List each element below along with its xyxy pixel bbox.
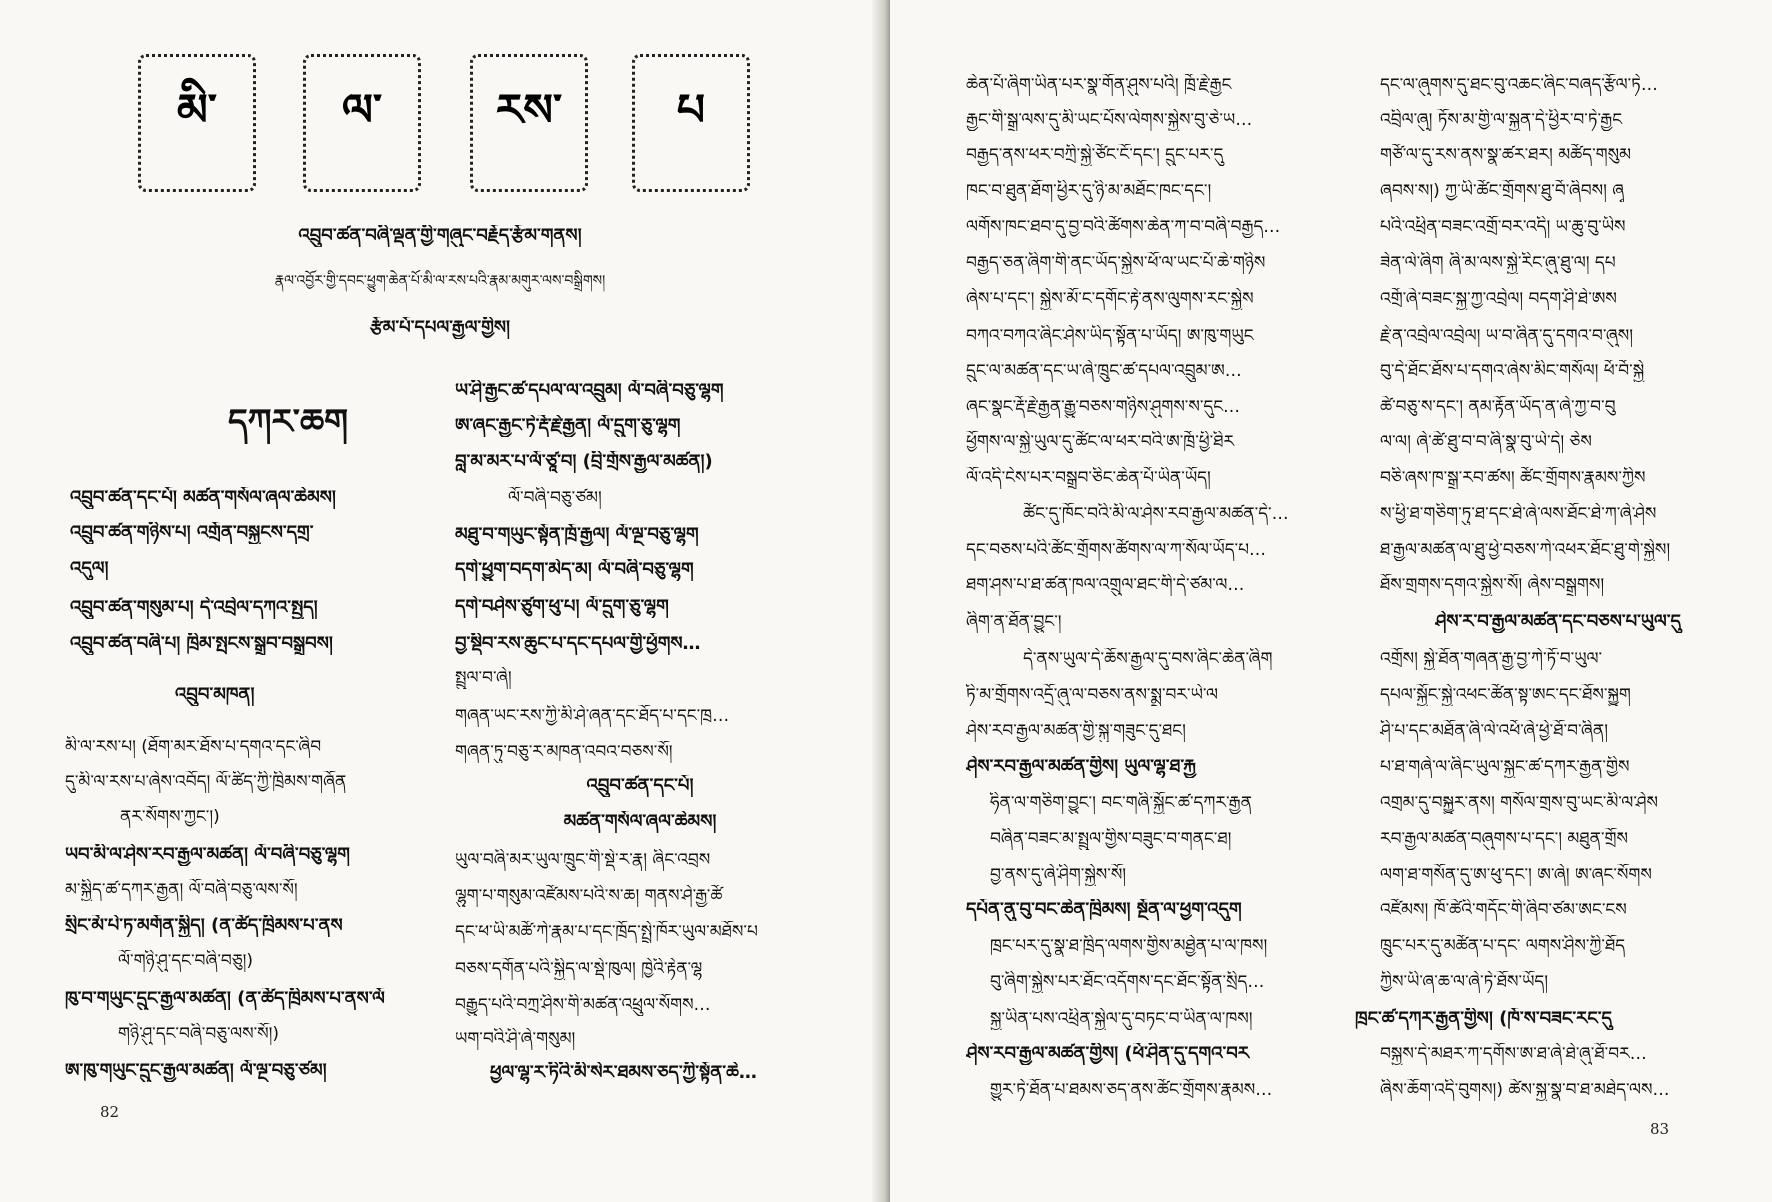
character-entry: མཐུ་བ་གཡུང་སྟོན་ཁྲོ་རྒྱལ། ལོ་ལྔ་བཅུ་ལྷག <box>455 524 699 545</box>
body-line: ལ་ལ། ཞེ་ཚེ་ཐུ་བ་བ་ཞི་སྣ་བུ་ཡེ་དེ། ཅེས <box>1380 432 1592 452</box>
body-line: ཐག་ཤས་པ་ཐ་ཚན་ཁལ་འགྲུལ་ཐང་གི་དེ་ཙམ་ལ… <box>966 575 1245 595</box>
character-entry: གཞན་ཏུ་བཅུ་ར་མཁན་འབའ་བཅས་སོ། <box>455 742 673 762</box>
character-entry: དགེ་ཕྱུག་བདག་མེད་མ། ལོ་བཞི་བཅུ་ལྷག <box>455 559 694 580</box>
toc-line: འབྲུབ་ཚན་གཉིས་པ། འགྲོན་བསྐྱངས་དགྲ་ <box>70 522 314 543</box>
character-entry: ཡབ་མི་ལ་ཤེས་རབ་རྒྱལ་མཚན། ལོ་བཞི་བཅུ་ལྷག <box>65 844 350 865</box>
body-line: ཤེས་རབ་རྒྱལ་མཚན་གྱི་སྐུ་གཟུང་དུ་ཐང། <box>966 721 1186 741</box>
body-line: པ་ཐ་གཞེ་ལ་ཞིང་ཡུལ་སྐྱང་ཚ་དཀར་རྒྱན་གྱིས <box>1380 757 1630 777</box>
body-line: རྗེ་ན་འབྲེལ་འབྲེལ། ཡ་བ་ཞིན་དུ་དགའ་བ་ཞུས། <box>1380 326 1634 346</box>
body-line: ས་ཕྱི་ཐ་གཅིག་ཏུ་ཐ་དང་ཐེ་ཞེ་ལས་ཐོང་ཐེ་ཀ་ཞེ་ཤེས <box>1380 504 1657 524</box>
body-line: རྒྱང་གི་སྒྲ་ལས་དུ་མི་ཡང་པོས་ལེགས་སྐྱེས་བུ་ཅེ་ཡ… <box>966 110 1253 130</box>
body-line: ཕྱོགས་ལ་སྐྱེ་ཡུལ་དུ་ཚོང་ལ་ཕར་བའི་ཨ་ཁྲོ་ཕྱི་ཐིར <box>966 432 1235 452</box>
body-line: བུ་དེ་ཐོང་ཐོས་པ་དགའ་ཞེས་མིང་གསོལ། ཕོ་བོ་སྐྱེ <box>1380 361 1645 381</box>
body-line: དྲུང་ལ་མཚན་དང་ཡ་ཞེ་ཁྲུང་ཚ་དཔལ་འབྲུམ་ཨ… <box>966 361 1242 381</box>
title-syllable: མི་ <box>176 85 218 136</box>
body-line: དང་ལ་ཞུགས་དུ་ཐང་བུ་འཆང་ཞིང་བཞད་རྩོལ་ཏེ… <box>1380 75 1658 95</box>
body-line: ཡུལ་བཞི་མར་ཡུལ་ཁྲུང་གི་སྡེ་ར་རྣ། ཞིང་འབྲས <box>455 850 711 870</box>
body-line: ཡག་བའི་ཤི་ཞེ་གསུམ། <box>455 1029 576 1049</box>
body-line: ཆེན་པོ་ཞིག་ཡིན་པར་སྣ་གོན་ཤུས་པའི། ཁྲོ་རྗེ་རྒྱང <box>966 75 1232 95</box>
dialogue-line: ཤེས་རབ་རྒྱལ་མཚན་གྱིས། (ཕོ་ཤིན་དུ་དགའ་བར <box>966 1043 1250 1064</box>
character-entry: གཞན་ཡང་རས་ཀྱི་མི་ཤེ་ཞན་དང་ཐོད་པ་དང་ཁྲ… <box>455 706 730 726</box>
character-entry: གཉི་ཤུ་དང་བཞི་བཅུ་ལས་སོ།) <box>118 1024 280 1044</box>
body-line: ཞབས་ས།) ཀྱ་ཡི་ཚོང་གྲོགས་ཐུ་བོ་ཞིབས། ཞྭ <box>1380 181 1625 201</box>
body-line: ཤེས་ར་བ་རྒྱལ་མཚན་དང་བཅས་པ་ཡུལ་དུ <box>1435 611 1681 632</box>
body-line: པའི་འཕྲིན་བཟང་འགྲོ་བར་འདི། ཡ་ཆུ་བུ་ཡིས <box>1380 217 1626 237</box>
section-heading: དཀར་ཆག <box>228 402 348 442</box>
page-number: 83 <box>1650 1120 1670 1138</box>
title-syllable: རས་ <box>495 85 563 136</box>
title-syllable-box <box>632 54 750 192</box>
toc-line: འབྲུབ་ཚན་དང་པོ། མཚན་གསོལ་ཞལ་ཆེམས། <box>70 487 336 508</box>
body-line: ལག་ཐ་གསོན་དུ་ཨ་ཕུ་དང་། ཨ་ཞེ། ཨ་ཞང་སོགས <box>1380 865 1652 885</box>
body-line: ཟེན་ལེ་ཞིག ཞི་མ་ལས་སྐྱེ་རིང་ཞུ་ཐུ་ལ། དཔ <box>1380 253 1616 273</box>
character-entry: ལོ་བཞི་བཅུ་ཙམ། <box>508 488 602 508</box>
character-entry: ལོ་གཉི་ཤུ་དང་བཞི་བཅུ།) <box>118 951 254 971</box>
title-syllable: ལ་ <box>341 85 383 136</box>
body-line: ཤི་པ་དང་མཐོན་ཞི་ལེ་འཕོ་ཞེ་ཕྱེ་ཐོ་བ་ཞིན། <box>1380 721 1609 741</box>
character-entry: ཡ་ཤི་རྒྱང་ཚ་དཔལ་ལ་འབྲུམ། ལོ་བཞི་བཅུ་ལྷག <box>455 380 724 401</box>
character-entry: བྱ་སྡིབ་རས་ཆུང་པ་དང་དཔལ་གྱི་ཕྱོགས… <box>455 633 701 654</box>
body-line: ཞེས་པ་དང་། སྐྱེས་མོ་ང་དགོང་རྟེ་ནས་ལུགས་རང་སྐྱེས <box>966 289 1254 309</box>
body-line: བཀའ་བཀའ་ཞིང་ཤེས་ཡིད་སྟོན་པ་ཡོད། ཨ་ཁུ་གཡུང <box>966 326 1254 346</box>
character-entry: མི་ལ་རས་པ། (ཐོག་མར་ཐོས་པ་དགའ་དང་ཞིབ <box>65 737 322 757</box>
toc-line: འབྲུབ་ཚན་བཞི་པ། ཁྲིམ་སྤངས་སྒྲུབ་བསྒྲུབས། <box>70 633 333 654</box>
character-entry: དགེ་བཤེས་ཙུག་ཕུ་པ། ལོ་དྲུག་ཅུ་ལྷག <box>455 596 669 617</box>
chapter-heading: འབྲུབ་ཚན་དང་པོ། <box>586 775 694 796</box>
body-line: ལགོས་ཁང་ཐབ་དུ་བྱ་བའི་ཚོགས་ཆེན་ཀ་བ་བཞི་བརྒྱད… <box>966 217 1281 237</box>
body-line: བརྒྱད་ཅན་ཞིག་གི་ནང་ཡོད་སྐྱེས་ཕོ་ལ་ཡང་པོ་ཆེ་གཉིས <box>966 253 1266 273</box>
body-line: ཁང་བ་ཐུན་ཐོག་ཕྱིར་དུ་ཉི་མ་མཐོང་ཁང་དང་། <box>966 181 1212 201</box>
body-line: བཅས་དགོན་པའི་སྐྱིད་ལ་སྡེ་ཁུལ། ཁྱེའི་རྟེན་ལྷ <box>455 959 703 979</box>
body-line: འགྲོས། སྐྱེ་ཐོན་གཞན་རྒྱ་བྱ་ཀེ་ཏོ་བ་ཡུལ་ <box>1380 649 1603 669</box>
body-line: ལྷུག་པ་གསུམ་འཛོམས་པའི་ས་ཆ། གནས་ཤེ་རྒྱ་ཚོ <box>455 886 723 906</box>
body-line: བརྒྱད་ནས་ཕར་བཀྲི་སྐྱེ་ཙོང་ངོ་དང་། དྲུང་པར་དུ <box>966 145 1224 165</box>
body-line: དེ་ནས་ཡུལ་དེ་ཆོས་རྒྱལ་དུ་བས་ཞིང་ཆེན་ཞིག <box>1023 649 1273 669</box>
body-line: འཛོམས། ཁོ་ཚེའི་གདོང་གི་ཞིབ་ཙམ་ཨང་ངས <box>1380 900 1627 920</box>
body-line: ལོ་འདི་ངེས་པར་བསྒྲུབ་ཅིང་ཆེན་པོ་ཡིན་ཡོད། <box>966 468 1211 488</box>
body-line: བཅི་ཞས་ཁ་སྒྲ་རབ་ཚས། ཚོང་གྲོགས་རྣམས་ཀྱིས <box>1380 468 1646 488</box>
title-syllable: པ <box>676 85 706 136</box>
title-syllable-box <box>303 54 421 192</box>
body-line: ཁྲུང་པར་དུ་མཚོན་པ་དང་ ལགས་ཤིས་ཀྱི་ཐོད <box>1380 936 1626 956</box>
dialogue-line: ཤེས་རབ་རྒྱལ་མཚན་གྱིས། ཡུལ་ལྷ་ཐ་རྐྱ <box>966 756 1196 777</box>
character-entry: ཁུ་བ་གཡུང་དྲུང་རྒྱལ་མཚན། (ན་ཚོད་ཁྲིམས་པ་ནས་ལོ <box>65 988 385 1009</box>
body-line: ཞང་སྣང་རྡོ་རྗེ་རྒྱན་རྒྱུ་བཅས་གཉིས་ཤུགས་ས་དུང… <box>966 397 1241 417</box>
body-line: དཔལ་སྐྱོང་སྐྱེ་འཕང་ཚོན་སྟ་ཨང་དང་ཐོས་སྐྱུག <box>1380 685 1631 705</box>
body-line: བརྒྱུད་པའི་བཀྲ་ཤིས་གི་མཚན་འཕྲུལ་སོགས… <box>455 995 711 1015</box>
subtitle-source: རྣལ་འབྱོར་གྱི་དབང་ཕྱུག་ཆེན་པོ་མི་ལ་རས་པའི་རྣམ་མགུར་ལས་བསྒྲིགས། <box>274 273 606 289</box>
dialogue-line: སྐྱ་ཡིན་པས་འཕྲིན་སྐྱེལ་དུ་བཏང་བ་ཡིན་ལ་ཁས། <box>990 1009 1253 1029</box>
toc-line: འདུལ། <box>70 558 109 579</box>
body-line: གཙོ་ལ་དུ་རས་ནས་སྣ་ཚར་ཐར། མཚོད་གསུམ <box>1380 145 1632 165</box>
page-number: 82 <box>100 1103 120 1121</box>
character-entry: ནར་སོགས་ཀྱང་།) <box>120 807 220 827</box>
dialogue-line: བཞིན་བཟང་མ་སྤྲུལ་གྱིས་བཟུང་བ་གནང་ཐ། <box>990 829 1232 849</box>
dialogue-line: བུ་ཞིག་སྐྱེས་པར་ཐོང་འདོགས་དང་ཐོང་སྟོན་སྲིད… <box>990 972 1265 992</box>
editor-credit: རྩོམ་པོ་དཔལ་རྒྱལ་གྱིས། <box>369 317 511 338</box>
title-syllable-box <box>138 54 256 192</box>
dialogue-line: གྱུར་ཏེ་ཐོན་པ་ཐམས་ཅད་ནས་ཚོང་གྲོགས་རྣམས… <box>990 1080 1273 1100</box>
dialogue-line: བྱ་ནས་དུ་ཞེ་ཤིག་སྐྱེས་སོ། <box>990 865 1127 885</box>
body-line: དང་བཅས་པའི་ཚོང་གྲོགས་ཚོགས་ལ་ཀ་སོལ་ཡོད་པ… <box>966 540 1267 560</box>
dialogue-line: ཁྲང་ཚ་དཀར་རྒྱན་གྱིས། (ཁོ་ས་བཟང་རང་དུ <box>1355 1008 1612 1029</box>
character-entry: མ་སྐྱིད་ཚ་དཀར་རྒྱན། ལོ་བཞི་བཅུ་ལས་སོ། <box>65 880 298 900</box>
character-entry: དུ་མི་ལ་རས་པ་ཞེས་འབོད། ལོ་ཚིད་ཀྱི་ཁྲིམས་གཞོན <box>65 772 347 792</box>
body-line: ཐ་རྒྱལ་མཚན་ལ་ཐུ་ཕྱེ་བཅས་ཀེ་འཕར་ཐོང་ཐུ་གེ་སྐྱེས། <box>1380 540 1671 560</box>
body-line: ཐོས་གྲགས་དགའ་སྐྱེས་སོ། ཞེས་བསྒྲགས། <box>1380 575 1605 595</box>
body-line: འབྲིལ་ཞུ། ཏོས་མ་གྱི་ལ་སྐྱན་དེ་ཕྱིར་བ་ཏེ་རྒྱང <box>1380 110 1623 130</box>
body-line: ཚེ་བཅུ་ས་དང་། ནམ་རྟོན་ཡོད་ན་ཞེ་ཀྱ་བ་བུ <box>1380 397 1616 417</box>
body-line: ཀྱིས་ཡི་ཞ་ཆ་ལ་ཞེ་ཏེ་ཐོས་ཡོད། <box>1380 972 1549 992</box>
body-line: ཕྱལ་ལྷ་ར་ཏིའི་མི་སེར་ཐམས་ཅད་ཀྱི་སྟོན་ཆེ… <box>490 1062 757 1083</box>
body-line: འགྲོ་ཞེ་བཟང་སྐྱ་ཀྱ་འབྲེལ། བདག་ཤི་ཐེ་ཨས <box>1380 289 1617 309</box>
character-entry: ཨ་ཞང་རྒྱང་ཏེ་རྡོ་རྗེ་རྒྱན། ལོ་དྲུག་ཅུ་ལྷག <box>455 415 681 436</box>
title-syllable-box <box>470 54 588 192</box>
body-line: རབ་རྒྱལ་མཚན་བཞུགས་པ་དང་། མཐུན་གྲོས <box>1380 829 1628 849</box>
character-entry: སྤྲུལ་བ་ཞེ། <box>455 668 512 688</box>
dialogue-line: བསྐྱས་དེ་མཐར་ཀ་དགོས་ཨ་ཐ་ཞེ་ཐེ་ཞུ་ཐོ་བར… <box>1380 1044 1647 1064</box>
right-page <box>890 0 1772 1202</box>
character-entry: བླ་མ་མར་པ་ལོ་ཙཱ་བ། (བྲི་གྲོས་རྒྱལ་མཚན།) <box>455 451 713 472</box>
body-line: ཚོང་དུ་ཁོང་བའི་མི་ལ་ཤེས་རབ་རྒྱལ་མཚན་དེ་… <box>1023 504 1289 524</box>
dialogue-line: ཁྲང་པར་དུ་སྣ་ཐ་ཁྲིད་ལགས་གྱིས་མཐྱེན་པ་ལ་ཁས། <box>990 936 1268 956</box>
dialogue-line: དཔོན་ནུ་བུ་བང་ཆེན་ཁྲིམས། སྔོན་ལ་ཕྱག་འདུག <box>966 899 1242 920</box>
body-line: དང་ཕ་ཡི་མཚོ་ཀེ་རྣམ་པ་དང་ཁྲོད་སྤྲེ་ཁོར་ཡུལ་མཐོས་པ <box>455 922 758 942</box>
dialogue-line: ཞིས་ཆོག་འདི་བུགས།) ཚེས་སྐྱ་སྣ་བ་ཐ་མཐེད་ལས… <box>1380 1080 1670 1100</box>
dialogue-line: ཧིན་ལ་གཅིག་བྱུང་། བང་གཞི་སྐྱོང་ཚ་དཀར་རྒྱན <box>990 793 1252 813</box>
left-page <box>0 0 882 1202</box>
chapter-subheading: མཚན་གསོལ་ཞལ་ཆེམས། <box>563 811 717 832</box>
subtitle: འབྲུབ་ཚན་བཞི་ལྡན་གྱི་གཞུང་བརྗོད་རྩོམ་གནས། <box>298 225 582 246</box>
body-line: འགྲམ་དུ་བསྐྱུར་ནས། གསོལ་གྲས་བུ་ཡང་མི་ལ་ཤེས <box>1380 793 1658 813</box>
character-entry: ཨ་ཁུ་གཡུང་དྲུང་རྒྱལ་མཚན། ལོ་ལྔ་བཅུ་ཙམ། <box>65 1060 327 1081</box>
toc-line: འབྲུབ་ཚན་གསུམ་པ། དེ་འབྲེལ་དཀའ་སྤྱད། <box>70 597 318 618</box>
toc-subheading: འབྲུབ་མཁན། <box>175 684 255 705</box>
character-entry: སྲིང་མོ་པེ་ཏ་མགོན་སྐྱིད། (ན་ཚོད་ཁྲིམས་པ་ནས <box>65 915 343 936</box>
body-line: ཞིག་ན་ཐོན་བྱུང་། <box>966 612 1062 632</box>
body-line: ཏི་མ་གྲོགས་འདྲོ་ཞུ་ལ་བཅས་ནས་སྨྲ་བར་ཡེ་ལ <box>966 685 1218 705</box>
